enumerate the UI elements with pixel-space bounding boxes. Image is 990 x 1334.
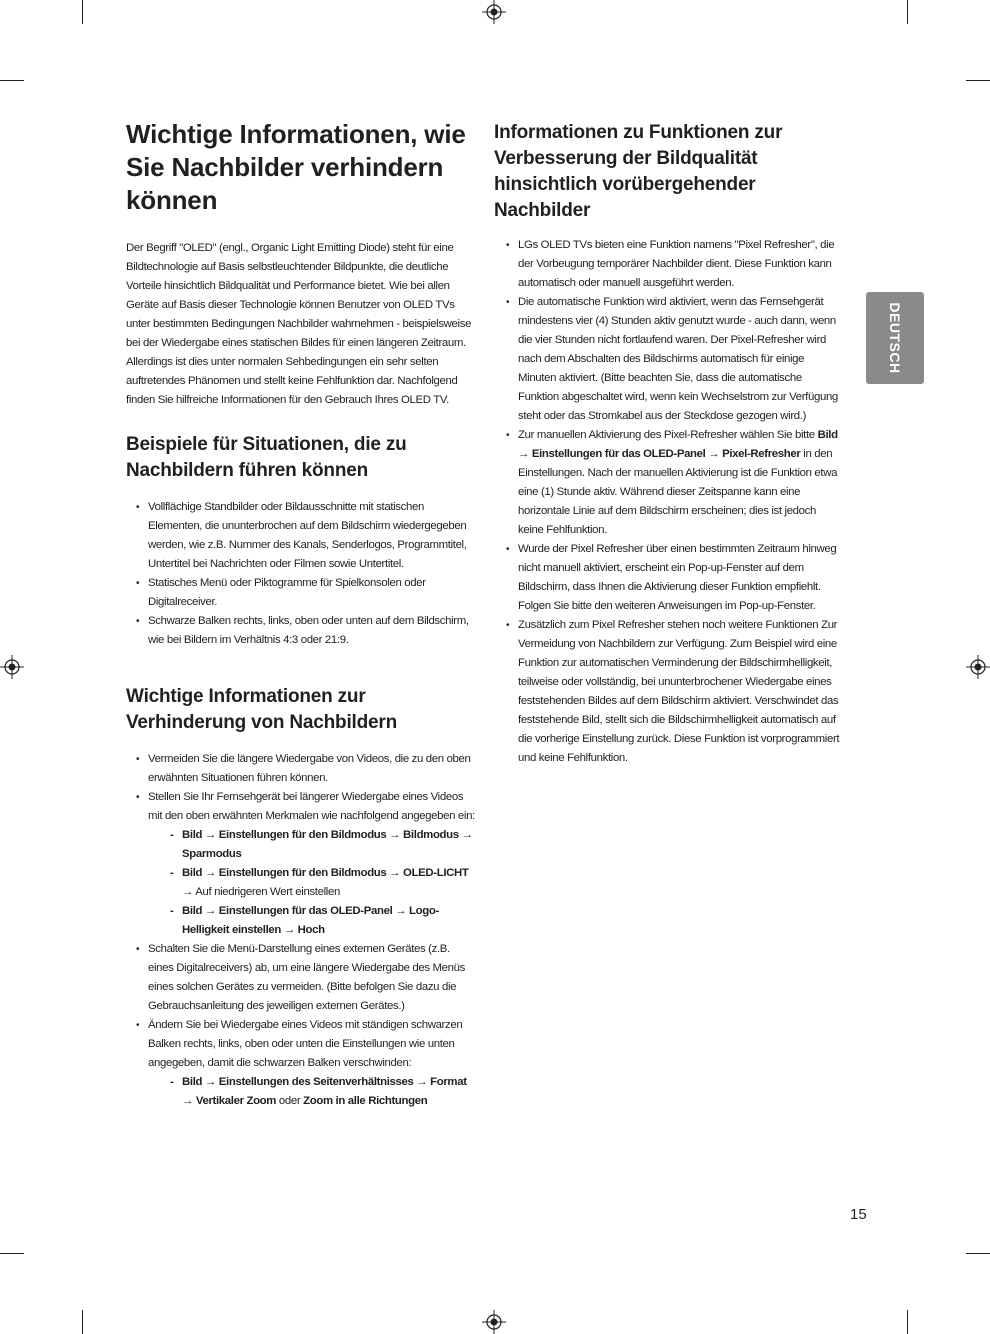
features-list [494,236,844,768]
registration-mark-icon [482,0,506,24]
crop-mark [907,1310,908,1334]
examples-list [126,498,476,650]
language-tab [866,292,924,384]
crop-mark [966,1253,990,1254]
list-item-text: Ändern Sie bei Wiedergabe eines Videos mit ständigen schwarzen Balken rechts, links, oben oder unten die Einstellungen wie unten angegeben, damit die schwarzen Balken verschwinden: [148,1019,463,1069]
crop-mark [0,80,24,81]
list-item-text: Zur manuellen Aktivierung des Pixel-Refresher wählen Sie bitte [518,429,815,441]
settings-path-list [148,1073,476,1111]
settings-path [148,1073,476,1111]
right-column [494,120,844,768]
settings-path-bold: Bild → Einstellungen des Seitenverhältnisses → Format → Vertikaler Zoom [182,1076,467,1107]
page-number: 15 [850,1206,867,1223]
section-title-prevention: Wichtige Informationen zur Verhinderung von Nachbildern [126,686,397,733]
list-item: • Statisches Menü oder Piktogramme für Spielkonsolen oder Digitalreceiver. [126,574,476,612]
registration-mark-icon [0,655,24,679]
list-item: • Schalten Sie die Menü-Darstellung eines externen Gerätes (z.B. eines Digitalreceivers) ab, um eine längere Wiedergabe des Menüs eines solchen Gerätes zu vermeiden. (Bitte befolgen Sie dazu die Gebrauchsanleitung des jeweiligen externen Gerätes.) [126,940,476,1016]
crop-mark [0,1253,24,1254]
settings-path-bold: Bild → Einstellungen für den Bildmodus → OLED-LICHT [182,867,469,879]
crop-mark [82,1310,83,1334]
list-item: • Schwarze Balken rechts, links, oben oder unten auf dem Bildschirm, wie bei Bildern im Verhältnis 4:3 oder 21:9. [126,612,476,650]
list-item [126,1016,476,1111]
crop-mark [907,0,908,24]
settings-path [148,864,476,902]
settings-path: Bild → Einstellungen für das OLED-Panel → Pixel-Refresher [518,429,838,460]
left-column [126,118,476,1111]
settings-path-conjunction: oder [278,1095,301,1107]
settings-path-bold: Zoom in alle Richtungen [303,1095,428,1107]
list-item-text: Stellen Sie Ihr Fernsehgerät bei längerer Wiedergabe eines Videos mit den oben erwähnten Merkmalen wie nachfolgend angegeben ein: [148,791,475,822]
section-title-examples: Beispiele für Situationen, die zu Nachbildern führen können [126,434,407,481]
settings-path-list [148,826,476,940]
crop-mark [82,0,83,24]
registration-mark-icon [482,1310,506,1334]
section-title-features: Informationen zu Funktionen zur Verbesserung der Bildqualität hinsichtlich vorübergehender Nachbilder [494,122,783,221]
language-tab-label: DEUTSCH [887,302,903,374]
list-item: • Wurde der Pixel Refresher über einen bestimmten Zeitraum hinweg nicht manuell aktiviert, erscheint ein Pop-up-Fenster auf dem Bildschirm, dass Ihnen die Aktivierung dieser Funktion empfiehlt. Folgen Sie bitte den weiteren Anweisungen im Pop-up-Fenster. [494,540,844,616]
crop-mark [966,80,990,81]
list-item: • Zusätzlich zum Pixel Refresher stehen noch weitere Funktionen Zur Vermeidung von Nachbildern zur Verfügung. Zum Beispiel wird eine Funktion zur automatischen Verminderung der Bildschirmhelligkeit, teilweise oder vollständig, bei ununterbrochener Wiedergabe eines feststehenden Bildes auf dem Bildschirm aktiviert. Verschwindet das feststehende Bild, stellt sich die Bildschirmhelligkeit automatisch auf die vorherige Einstellung zurück. Diese Funktion ist vorprogrammiert und keine Fehlfunktion. [494,616,844,768]
list-item [126,788,476,940]
list-item: • Vermeiden Sie die längere Wiedergabe von Videos, die zu den oben erwähnten Situationen führen können. [126,750,476,788]
settings-path: - Bild → Einstellungen für das OLED-Panel → Logo-Helligkeit einstellen → Hoch [148,902,476,940]
page-title: Wichtige Informationen, wie Sie Nachbilder verhindern können [126,119,466,215]
list-item: • Vollflächige Standbilder oder Bildausschnitte mit statischen Elementen, die ununterbrochen auf dem Bildschirm wiedergegeben werden, wie z.B. Nummer des Kanals, Senderlogos, Programmtitel, Untertitel bei Nachrichten oder Filmen sowie Untertitel. [126,498,476,574]
list-item: • Die automatische Funktion wird aktiviert, wenn das Fernsehgerät mindestens vier (4) Stunden aktiv genutzt wurde - auch dann, wenn die vier Stunden nicht fortlaufend waren. Der Pixel-Refresher wird nach dem Abschalten des Bildschirms automatisch für einige Minuten aktiviert. (Bitte beachten Sie, dass die automatische Funktion abgeschaltet wird, wenn kein Wechselstrom zur Verfügung steht oder das Stromkabel aus der Steckdose gezogen wird.) [494,293,844,426]
registration-mark-icon [966,655,990,679]
intro-paragraph: Der Begriff "OLED" (engl., Organic Light Emitting Diode) steht für eine Bildtechnologie auf Basis selbstleuchtender Bildpunkte, die deutliche Vorteile hinsichtlich Bildqualität und Performance bietet. Wie bei allen Geräte auf Basis dieser Technologie können Benutzer von OLED TVs unter bestimmten Bedingungen Nachbilder wahrnehmen - beispielsweise bei der Wiedergabe eines statischen Bildes für einen längeren Zeitraum. Allerdings ist dies unter normalen Sehbedingungen ein sehr selten auftretendes Phänomen und stellt keine Fehlfunktion dar. Nachfolgend finden Sie hilfreiche Informationen für den Gebrauch Ihres OLED TV. [126,242,472,406]
list-item-text: in den Einstellungen. Nach der manuellen Aktivierung ist die Funktion etwa eine (1) Stunde aktiv. Während dieser Zeitspanne kann eine horizontale Linie auf dem Bildschirm erscheinen; dies ist jedoch keine Fehlfunktion. [518,448,838,536]
list-item: • LGs OLED TVs bieten eine Funktion namens "Pixel Refresher", die der Vorbeugung temporärer Nachbilder dient. Diese Funktion kann automatisch oder manuell ausgeführt werden. [494,236,844,293]
settings-path-value: → Auf niedrigeren Wert einstellen [182,886,340,898]
list-item [494,426,844,540]
settings-path: - Bild → Einstellungen für den Bildmodus → Bildmodus → Sparmodus [148,826,476,864]
prevention-list [126,750,476,1111]
